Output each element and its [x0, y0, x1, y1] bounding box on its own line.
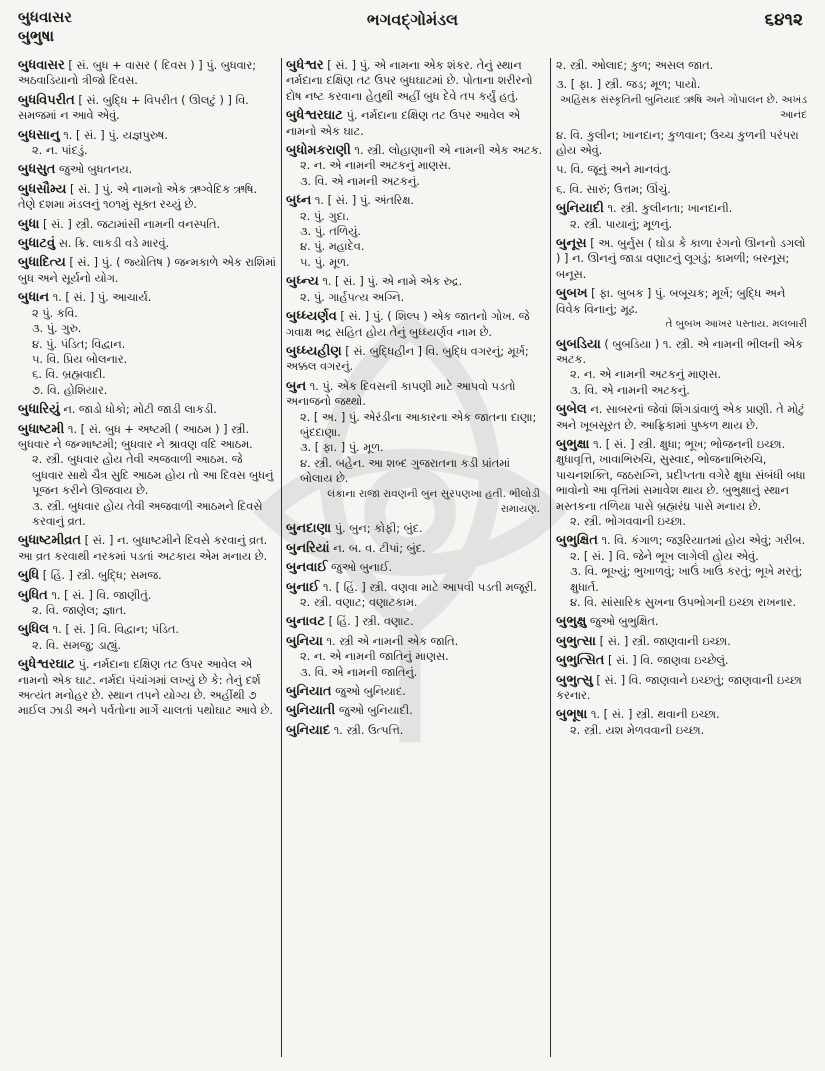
definition: [ હિં. ] સ્ત્રી. વણાટ.: [328, 615, 414, 629]
dictionary-entry: [556, 162, 811, 177]
sub-definition: ૭. વિ. હોશિયાર.: [32, 383, 108, 397]
definition: જુઓ બુનિયાદ.: [335, 685, 406, 699]
sub-definition: ૨ પું. કવિ.: [32, 306, 78, 320]
sub-definition: ૨. સ્ત્રી. ભોગવવાની ઇચ્છા.: [570, 514, 686, 528]
definition: ૧. [ સં. ] વિ. વિદ્વાન; પંડિત.: [52, 623, 179, 637]
definition: જુઓ બુનિયાદી.: [338, 704, 413, 718]
column-divider: [550, 58, 551, 1057]
sub-definition: ૩. પું. ગુરુ.: [32, 322, 82, 336]
sub-definition: ૨. સ્ત્રી. બુધવાર હોય તેવી અજવાળી આઠમ. જે બુધવાર સાથે ચૈત્ર સુદિ આઠમ હોય તો આ દિવસ બુધનું પૂજન કરીને ઊજવાય છે.: [32, 453, 274, 498]
definition: [ સં. ] પું. ( શિલ્પ ) એક જાતનો ગોખ. જે ગવાક્ષ ભદ્ર સહિત હોય તેનું બુધ્ધ્યર્ણવ નામ છે.: [286, 310, 530, 339]
dictionary-entry: [286, 379, 544, 518]
definition: ૧. સ્ત્રી. ઉત્પત્તિ.: [333, 723, 404, 737]
sub-definition: ૨. વિ. સમજુ; ડાહ્યું.: [32, 638, 121, 652]
sub-definition: ૨. સ્ત્રી. યશ મેળવવાની ઇચ્છા.: [570, 723, 705, 737]
dictionary-entry: [286, 193, 544, 270]
headword: બુબેલ: [556, 402, 587, 418]
headword: બુનદાણા: [286, 521, 332, 537]
definition: [ સં. ] પું. એ નામના એક શંકર. તેનું સ્થાન નર્મદાના દક્ષિણ તટ ઉપર બુધઘાટમાં છે. પોતાના શરીરનો દોષ નષ્ટ કરવાના હેતુથી અહીં બુધ દેવે તપ કર્યું હતું.: [286, 59, 533, 103]
dictionary-entry: [556, 673, 811, 704]
example-quote: [556, 317, 811, 332]
definition: ૧. [ સં. ] પું. એ નામે એક રુદ્ર.: [322, 275, 463, 289]
headword: બુધિત: [18, 587, 48, 603]
quote-text: લંકાના રાજા રાવણની બુન સુરપણખા હતી.: [327, 487, 506, 500]
headword: બુધોમકરાણી: [286, 143, 351, 159]
page-number: ૬૪૧૨: [764, 10, 803, 30]
sub-definition: ૩. પું. તળિયું.: [300, 225, 361, 239]
dictionary-entry: [556, 533, 811, 610]
dictionary-entry: [286, 614, 544, 629]
definition: ૧. [ સં. ] વિ. જાણીતું.: [51, 588, 152, 602]
sub-definition: ૨. વિ. જાણેલ; જ્ઞાત.: [32, 604, 127, 617]
dictionary-entry: [18, 182, 276, 213]
definition: ન. જાડો ધોકો; મોટી જાડી લાકડી.: [63, 403, 217, 417]
definition: પું. બુન; કોફી; બુંદ.: [334, 522, 423, 536]
definition: ૬. વિ. સારું; ઉત્તમ; ઊંચું.: [556, 182, 671, 196]
dictionary-entry: [286, 560, 544, 575]
headword: બુધ્ન્ય: [286, 274, 319, 290]
dictionary-entry: [286, 580, 544, 611]
headword: બુનૂસ: [556, 236, 587, 252]
second-guide-word: બુભુષા: [18, 27, 55, 45]
sub-definition: ૪. સ્ત્રી. બહેન. આ શબ્દ ગુજરાતના કડી પ્રાંતમાં બોલાય છે.: [300, 456, 510, 486]
headword: બુધિલ: [18, 622, 50, 638]
sub-definition: ૨. [ સં. ] વિ. જેને ભૂખ લાગેલી હોય એવું.: [570, 549, 759, 563]
definition: ૧. [ હિં. ] સ્ત્રી. વણવા માટે આપવી પડતી મજૂરી.: [322, 580, 537, 594]
dictionary-entry: [18, 568, 276, 583]
dictionary-entry: [556, 58, 811, 73]
headword: બુનાવટ: [286, 614, 325, 630]
headword: બુભુક્ષા: [556, 436, 590, 452]
definition: [ સં. ] સ્ત્રી. જટામાંસી નામની વનસ્પતિ.: [43, 217, 221, 231]
dictionary-entry: [286, 58, 544, 104]
definition: ન. સાબરનાં જેવાં શિંગડાંવાળું એક પ્રાણી. તે મોટું અને ખૂબસૂરત છે. આફ્રિકામાં પુષ્કળ થાય છે.: [556, 403, 805, 432]
definition: ૫. વિ. જૂનું અને માનવંતુ.: [556, 163, 672, 177]
definition: ન. બ. વ. ટીપાં; બુંદ.: [333, 541, 426, 555]
headword: બુબડિયા: [556, 336, 601, 352]
dictionary-entry: [18, 236, 276, 251]
definition: ૨. સ્ત્રી. ઓલાદ; કુળ; અસલ જાત.: [556, 59, 714, 72]
definition: ૧. સ્ત્રી. લોહાણાની એ નામની એક અટક.: [354, 144, 543, 158]
definition: ૧. સ્ત્રી એ નામની એક જાતિ.: [326, 634, 459, 648]
sub-definition: ૨. ન. એ નામની જાતિનું માણસ.: [300, 650, 449, 664]
headword: બુધેશ્વર: [286, 58, 324, 73]
definition: [ સં. બુદ્ધિહીન ] વિ. બુદ્ધિ વગરનું; મૂર્ખ; અક્કલ વગરનું.: [286, 344, 529, 374]
dictionary-entry: [18, 402, 276, 417]
sub-definition: ૩. વિ. એ નામની અટકનું.: [570, 383, 690, 397]
headword: બુભુત્સિત: [556, 653, 605, 669]
headword: બુધવિપરીત: [18, 92, 75, 108]
sub-definition: ૩. વિ. ભૂખ્યું; ભુખાળવું; ખાઉં ખાઉં કરતું; ભૂખે મરતું; ક્ષુધાર્ત.: [570, 565, 803, 594]
column-3: [556, 58, 811, 1063]
quote-text: અહિંસક સંસ્કૃતિની બુનિયાદ ઋષિ અને ગોપાલન છે.: [560, 93, 779, 106]
sub-definition: ૨. પું. ગાર્હપત્ય અગ્નિ.: [300, 290, 405, 304]
headword: બુબખ: [556, 286, 588, 302]
dictionary-entry: [556, 182, 811, 197]
dictionary-entry: [18, 533, 276, 564]
dictionary-entry: [18, 255, 276, 286]
quote-text: તે બુબખ આખર પસ્તાય.: [665, 318, 769, 331]
headword: બુધ્ન: [286, 193, 312, 209]
example-quote: [556, 93, 811, 124]
headword: બુન: [286, 378, 307, 394]
definition: [ સં. ] વિ. જાણવા ઇચ્છેલું.: [607, 654, 729, 668]
headword: બુધેશ્વરઘાટ: [286, 108, 343, 124]
definition: ૩. [ ફા. ] સ્ત્રી. જડ; મૂળ; પાયો.: [556, 78, 701, 92]
headword: બુભૂષા: [556, 707, 588, 723]
headword: બુનવાઈ: [286, 560, 328, 576]
sub-definition: ૫. વિ. પ્રિય બોલનાર.: [32, 352, 128, 366]
dictionary-entry: [286, 723, 544, 738]
headword: બુધ્ધ્યહીણ: [286, 343, 342, 359]
sub-definition: ૩. વિ. એ નામની જાતિનું.: [300, 665, 418, 679]
headword: બુભુત્સુ: [556, 672, 593, 688]
definition: [ સં. બુધ + વાસર ( દિવસ ) ] પું. બુધવાર; અઠવાડિયાનો ત્રીજો દિવસ.: [18, 59, 257, 88]
headword: બુધાન: [18, 290, 50, 306]
sub-definition: ૨. [ અ. ] પું. એરંડીના આકારના એક જાતના દાણા; બુંદદાણા.: [300, 410, 537, 439]
definition: પું. નર્મદાના દક્ષિણ તટ ઉપર આવેલ એ નામનો એક ઘાટ. નર્મદા પંચાંગમાં લખ્યું છે કે: તેનું દર્શ અત્યંત મનોહર છે. સ્થાન તપને યોગ્ય છે. અહીંથી ૭ માઈલ ઝાડી અને પર્વતોના માર્ગે ચાલતાં પથોઘાટ આવે છે.: [18, 658, 273, 718]
headword: બુધાષ્ટમીવ્રત: [18, 533, 82, 549]
column-divider: [281, 58, 282, 1057]
sub-definition: ૨. સ્ત્રી. પાયાનું; મૂળનું.: [570, 217, 673, 231]
definition: ૧. [ સં. ] સ્ત્રી. ક્ષુધા; ભૂખ; ભોજનની ઇચ્છા. ક્ષુધાવૃત્તિ, ખાવાભિરુચિ, સુસ્વાદ, ભોજનાભિરુચિ, પાચનશક્તિ, જઠરાગ્નિ, પ્રદીપ્તતા વગેરે ક્ષુધા સંબંધી બધા ભાવોનો આ વૃત્તિમાં સમાવેશ થાય છે. બુભુક્ષાનું સ્થાન મસ્તકના તળિયા પાસે બ્રહ્મરંધ્ર પાસે મનાય છે.: [556, 437, 806, 513]
quote-source: અખંડ આનંદ: [778, 93, 807, 122]
sub-definition: ૩. સ્ત્રી. બુધવાર હોય તેવી અજવાળી આઠમને દિવસે કરવાનું વ્રત.: [32, 499, 263, 528]
dictionary-entry: [18, 290, 276, 398]
first-guide-word: બુધવાસર: [18, 8, 72, 26]
definition: ( બુબડિયા ) ૧. સ્ત્રી. એ નામની ભીલની એક અટક.: [556, 337, 804, 366]
dictionary-entry: [556, 128, 811, 159]
definition: [ હિં. ] સ્ત્રી. બુદ્ધિ; સમજ.: [42, 569, 162, 583]
dictionary-entry: [18, 622, 276, 653]
headword: બુધેશ્વરઘાટ: [18, 657, 75, 673]
headword: બુનિયાત: [286, 684, 332, 700]
dictionary-entry: [18, 588, 276, 619]
definition: [ સં. બુદ્ધિ + વિપરીત ( ઊલટું ) ] વિ. સમજમાં ન આવે એવું.: [18, 93, 249, 123]
headword: બુધા: [18, 216, 40, 232]
definition: જુઓ બુધતનય.: [58, 163, 133, 177]
definition: ૧. સ્ત્રી. કુલીનતા; ખાનદાની.: [607, 202, 733, 216]
headword: બુધિ: [18, 568, 40, 584]
dictionary-entry: [286, 143, 544, 189]
headword: બુનિયાતી: [286, 703, 336, 719]
sub-definition: ૫. પું. મૂળ.: [300, 255, 350, 269]
dictionary-entry: [18, 128, 276, 159]
quote-source: મલબારી: [768, 318, 807, 331]
dictionary-entry: [556, 236, 811, 282]
headword: બુનાઈ: [286, 579, 320, 595]
dictionary-entry: [286, 634, 544, 680]
dictionary-entry: [556, 77, 811, 123]
sub-definition: ૩. [ ફા. ] પું. મૂળ.: [300, 441, 384, 455]
dictionary-title: ભગવદ્ગોમંડલ: [366, 10, 459, 29]
definition: ૧. વિ. કંગાળ; જરૂરિયાતમાં હોય એવું; ગરીબ.: [601, 534, 806, 548]
headword: બુનિયાદી: [556, 201, 604, 217]
column-2: [286, 58, 544, 1063]
dictionary-entry: [556, 337, 811, 399]
definition: [ સં. ] પું. એ નામનો એક ઋગ્વેદિક ઋષિ. તેણે દશમા મંડલનું ૧૦૧મું સૂક્ત રચ્યું છે.: [18, 182, 258, 212]
dictionary-entry: [286, 344, 544, 375]
headword: બુધાદિત્ય: [18, 255, 66, 271]
dictionary-entry: [286, 108, 544, 139]
sub-definition: ૨. ન. એ નામની અટકનું માણસ.: [570, 368, 722, 382]
dictionary-entry: [556, 634, 811, 649]
headword: બુધાષ્ટમી: [18, 421, 65, 437]
dictionary-entry: [286, 703, 544, 718]
definition: જુઓ બુનાઈ.: [331, 561, 393, 575]
headword: બુધસાનુ: [18, 127, 60, 143]
dictionary-entry: [556, 437, 811, 529]
headword: બુનિયાદ: [286, 722, 331, 738]
definition: [ સં. ] ન. બુધાષ્ટમીને દિવસે કરવાનું વ્રત. આ વ્રત કરવાથી નરકમાં પડતાં અટકાય એમ મનાય છે.: [18, 534, 268, 563]
headword: બુધાટવું: [18, 236, 56, 252]
headword: બુનિયા: [286, 633, 323, 649]
dictionary-entry: [286, 274, 544, 305]
dictionary-entry: [556, 286, 811, 332]
headword: બુભુત્સા: [556, 633, 596, 649]
dictionary-entry: [18, 422, 276, 530]
dictionary-entry: [286, 309, 544, 340]
definition: જુઓ બુભુક્ષિત.: [589, 615, 659, 629]
page-header: [0, 0, 825, 56]
dictionary-entry: [18, 657, 276, 719]
column-1: [18, 58, 276, 1063]
dictionary-entry: [556, 402, 811, 433]
definition: [ સં. ] વિ. જાણવાને ઇચ્છતું; જાણવાની ઇચ્છા કરનાર.: [556, 673, 802, 703]
sub-definition: ૨. ન. એ નામની અટકનું માણસ.: [300, 159, 452, 173]
definition: ૪. વિ. કુલીન; ખાનદાન; કુળવાન; ઉચ્ચ કુળની પરંપરા હોય એવું.: [556, 128, 799, 158]
dictionary-entry: [556, 201, 811, 232]
definition: ૧. [ સં. ] પું. અંતરિક્ષ.: [314, 194, 415, 208]
example-quote: [286, 487, 544, 518]
headword: બુધ્ધ્યર્ણવ: [286, 309, 337, 325]
headword: બુધારિયું: [18, 402, 60, 418]
sub-definition: ૪. વિ. સાંસારિક સુખના ઉપભોગની ઇચ્છા રાખનાર.: [570, 596, 797, 609]
definition: ૧. [ સં. ] સ્ત્રી. થવાની ઇચ્છા.: [590, 708, 720, 722]
sub-definition: ૨. સ્ત્રી. વણાટ; વણાટકામ.: [300, 596, 418, 609]
definition: [ ફા. બુબક ] પું. બબૂચક; મૂર્ખ; બુદ્ધિ અને વિવેક વિનાનું; મૂઢ.: [556, 287, 786, 316]
definition: પું. નર્મદાના દક્ષિણ તટ ઉપર આવેલ એ નામનો એક ઘાટ.: [286, 109, 521, 138]
headword: બુનરિયાં: [286, 540, 330, 556]
definition: ૧. [ સં. ] પું. યજ્ઞપુરુષ.: [63, 128, 168, 142]
definition: ૧. [ સં. બુધ + અષ્ટમી ( આઠમ ) ] સ્ત્રી. બુધવાર ને જન્માષ્ટમી; બુધવાર ને શ્રાવણ વદિ આઠમ.: [18, 422, 253, 451]
definition: [ સં. ] પું. ( જ્યોતિષ ) જન્મકાળે એક રાશિમાં બુધ અને સૂર્યનો યોગ.: [18, 256, 276, 285]
dictionary-entry: [556, 707, 811, 738]
sub-definition: ૩. વિ. એ નામની અટકનું.: [300, 174, 420, 188]
sub-definition: ૪. પું. પંડિત; વિદ્વાન.: [32, 337, 126, 351]
sub-definition: ૨. ન. પાંદડું.: [32, 144, 88, 158]
dictionary-entry: [286, 521, 544, 536]
definition: [ સં. ] સ્ત્રી. જાણવાની ઇચ્છા.: [599, 634, 731, 648]
headword: બુભુક્ષુ: [556, 614, 587, 630]
dictionary-entry: [18, 93, 276, 124]
dictionary-entry: [18, 217, 276, 232]
headword: બુધસુત: [18, 162, 56, 178]
dictionary-entry: [286, 684, 544, 699]
dictionary-entry: [18, 162, 276, 177]
dictionary-entry: [18, 58, 276, 89]
definition: સ. ક્રિ. લાકડી વડે મારવું.: [58, 237, 170, 251]
headword: બુધવાસર: [18, 58, 65, 73]
headword: બુધસૌમ્ય: [18, 181, 67, 197]
sub-definition: ૬. વિ. બ્રહ્મવાદી.: [32, 368, 106, 382]
definition: ૧. [ સં. ] પું. આચાર્ય.: [52, 291, 152, 305]
headword: બુભુક્ષિત: [556, 533, 598, 549]
definition: ૧. પું. એક દિવસની કાપણી માટે આપવો પડતો અનાજનો જથ્થો.: [286, 379, 516, 409]
definition: [ અ. બુર્નુસ ( ઘોડા કે કાળા રંગનો ઊનનો ડગલો ) ] ન. ઊનનું જાડા વણાટનું લૂગડું; કામળી; બરનૂસ; બનૂસ.: [556, 237, 806, 281]
sub-definition: ૨. પું. ગુદા.: [300, 209, 350, 223]
dictionary-entry: [556, 653, 811, 668]
dictionary-entry: [556, 614, 811, 629]
sub-definition: ૪. પું. મહાદેવ.: [300, 240, 365, 254]
dictionary-entry: [286, 541, 544, 556]
quote-source: ભીલોડી રામાયણ.: [500, 487, 540, 515]
